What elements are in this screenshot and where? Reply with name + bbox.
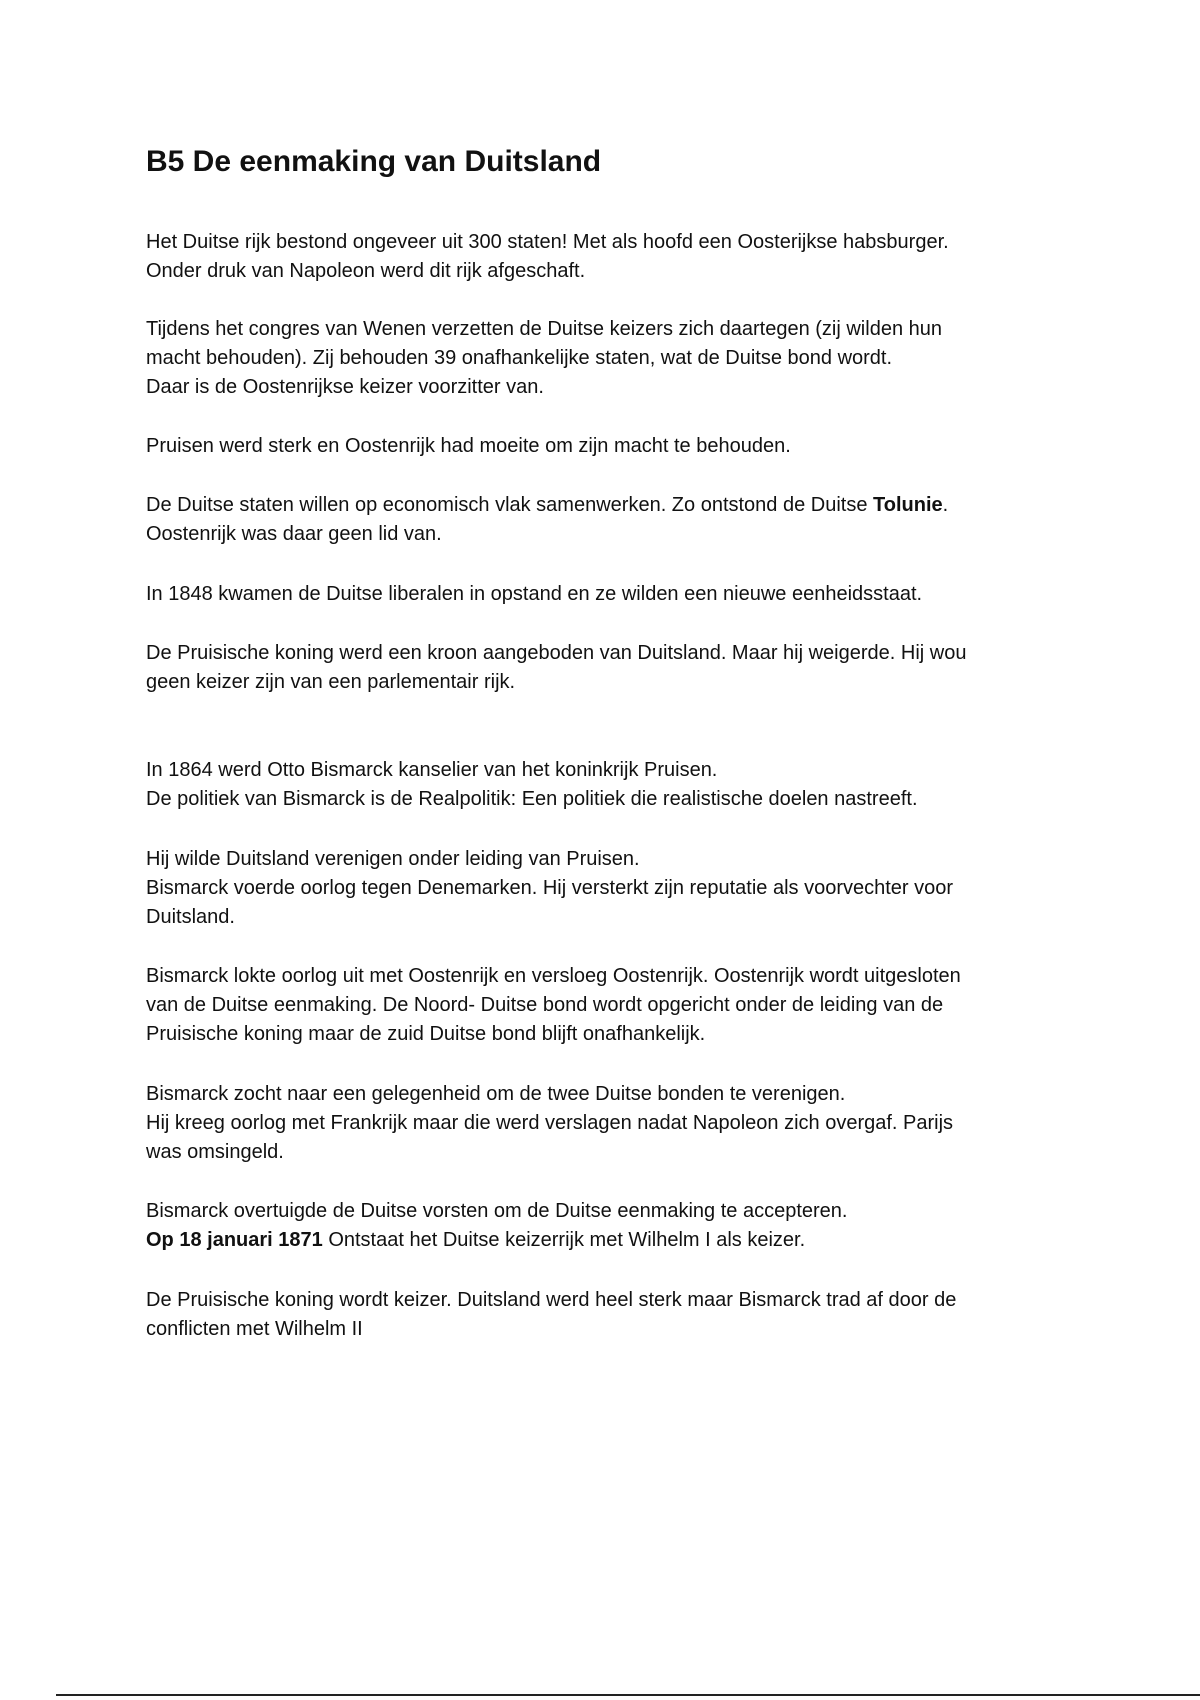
paragraph-line (146, 491, 1076, 520)
paragraph-line: Het Duitse rijk bestond ongeveer uit 300 staten! Met als hoofd een Oosterijkse habsburger. (146, 231, 949, 253)
paragraph-line: Bismarck overtuigde de Duitse vorsten om de Duitse eenmaking te accepteren. (146, 1200, 848, 1222)
bold-term-tolunie: Tolunie (873, 494, 943, 516)
paragraph-line: Bismarck zocht naar een gelegenheid om de twee Duitse bonden te verenigen. (146, 1083, 846, 1105)
paragraph-line: Pruisen werd sterk en Oostenrijk had moeite om zijn macht te behouden. (146, 435, 791, 457)
bold-date: Op 18 januari 1871 (146, 1229, 323, 1251)
page-title: B5 De eenmaking van Duitsland (146, 145, 602, 178)
paragraph-8 (146, 845, 1076, 932)
paragraph-7 (146, 756, 1076, 814)
paragraph-2 (146, 315, 1076, 402)
paragraph-line: De Pruisische koning wordt keizer. Duitsland werd heel sterk maar Bismarck trad af door de (146, 1289, 957, 1311)
paragraph-9 (146, 962, 1076, 1049)
paragraph-text: Ontstaat het Duitse keizerrijk met Wilhelm I als keizer. (322, 1229, 806, 1251)
paragraph-line: Hij wilde Duitsland verenigen onder leiding van Pruisen. (146, 848, 640, 870)
paragraph-line: was omsingeld. (146, 1141, 284, 1163)
paragraph-line: Daar is de Oostenrijkse keizer voorzitter van. (146, 376, 544, 398)
paragraph-4 (146, 491, 1076, 549)
paragraph-line: Duitsland. (146, 906, 235, 928)
paragraph-line: In 1864 werd Otto Bismarck kanselier van het koninkrijk Pruisen. (146, 759, 718, 781)
paragraph-1 (146, 228, 1076, 286)
paragraph-6 (146, 639, 1076, 697)
bottom-divider (56, 1694, 1200, 1696)
paragraph-line: geen keizer zijn van een parlementair rijk. (146, 671, 516, 693)
paragraph-text: . (942, 494, 949, 516)
paragraph-line: Oostenrijk was daar geen lid van. (146, 523, 442, 545)
paragraph-line: Onder druk van Napoleon werd dit rijk afgeschaft. (146, 260, 586, 282)
paragraph-line: De Pruisische koning werd een kroon aangeboden van Duitsland. Maar hij weigerde. Hij wou (146, 642, 967, 664)
paragraph-11 (146, 1197, 1076, 1255)
paragraph-line: macht behouden). Zij behouden 39 onafhankelijke staten, wat de Duitse bond wordt. (146, 347, 893, 369)
paragraph-line: In 1848 kwamen de Duitse liberalen in opstand en ze wilden een nieuwe eenheidsstaat. (146, 583, 923, 605)
paragraph-line: Pruisische koning maar de zuid Duitse bond blijft onafhankelijk. (146, 1023, 706, 1045)
paragraph-line: Hij kreeg oorlog met Frankrijk maar die werd verslagen nadat Napoleon zich overgaf. Parijs (146, 1112, 954, 1134)
paragraph-3 (146, 432, 1076, 461)
paragraph-line: Tijdens het congres van Wenen verzetten de Duitse keizers zich daartegen (zij wilden hun (146, 318, 942, 340)
paragraph-10 (146, 1080, 1076, 1167)
paragraph-line (146, 1226, 1076, 1255)
paragraph-line: van de Duitse eenmaking. De Noord- Duitse bond wordt opgericht onder de leiding van de (146, 994, 944, 1016)
paragraph-line: De politiek van Bismarck is de Realpolitik: Een politiek die realistische doelen nastreeft. (146, 788, 918, 810)
paragraph-text: De Duitse staten willen op economisch vlak samenwerken. Zo ontstond de Duitse (146, 494, 874, 516)
paragraph-line: Bismarck lokte oorlog uit met Oostenrijk en versloeg Oostenrijk. Oostenrijk wordt uitgesloten (146, 965, 961, 987)
paragraph-line: conflicten met Wilhelm II (146, 1318, 363, 1340)
paragraph-12 (146, 1286, 1076, 1344)
paragraph-line: Bismarck voerde oorlog tegen Denemarken. Hij versterkt zijn reputatie als voorvechter voor (146, 877, 954, 899)
paragraph-5 (146, 580, 1076, 609)
